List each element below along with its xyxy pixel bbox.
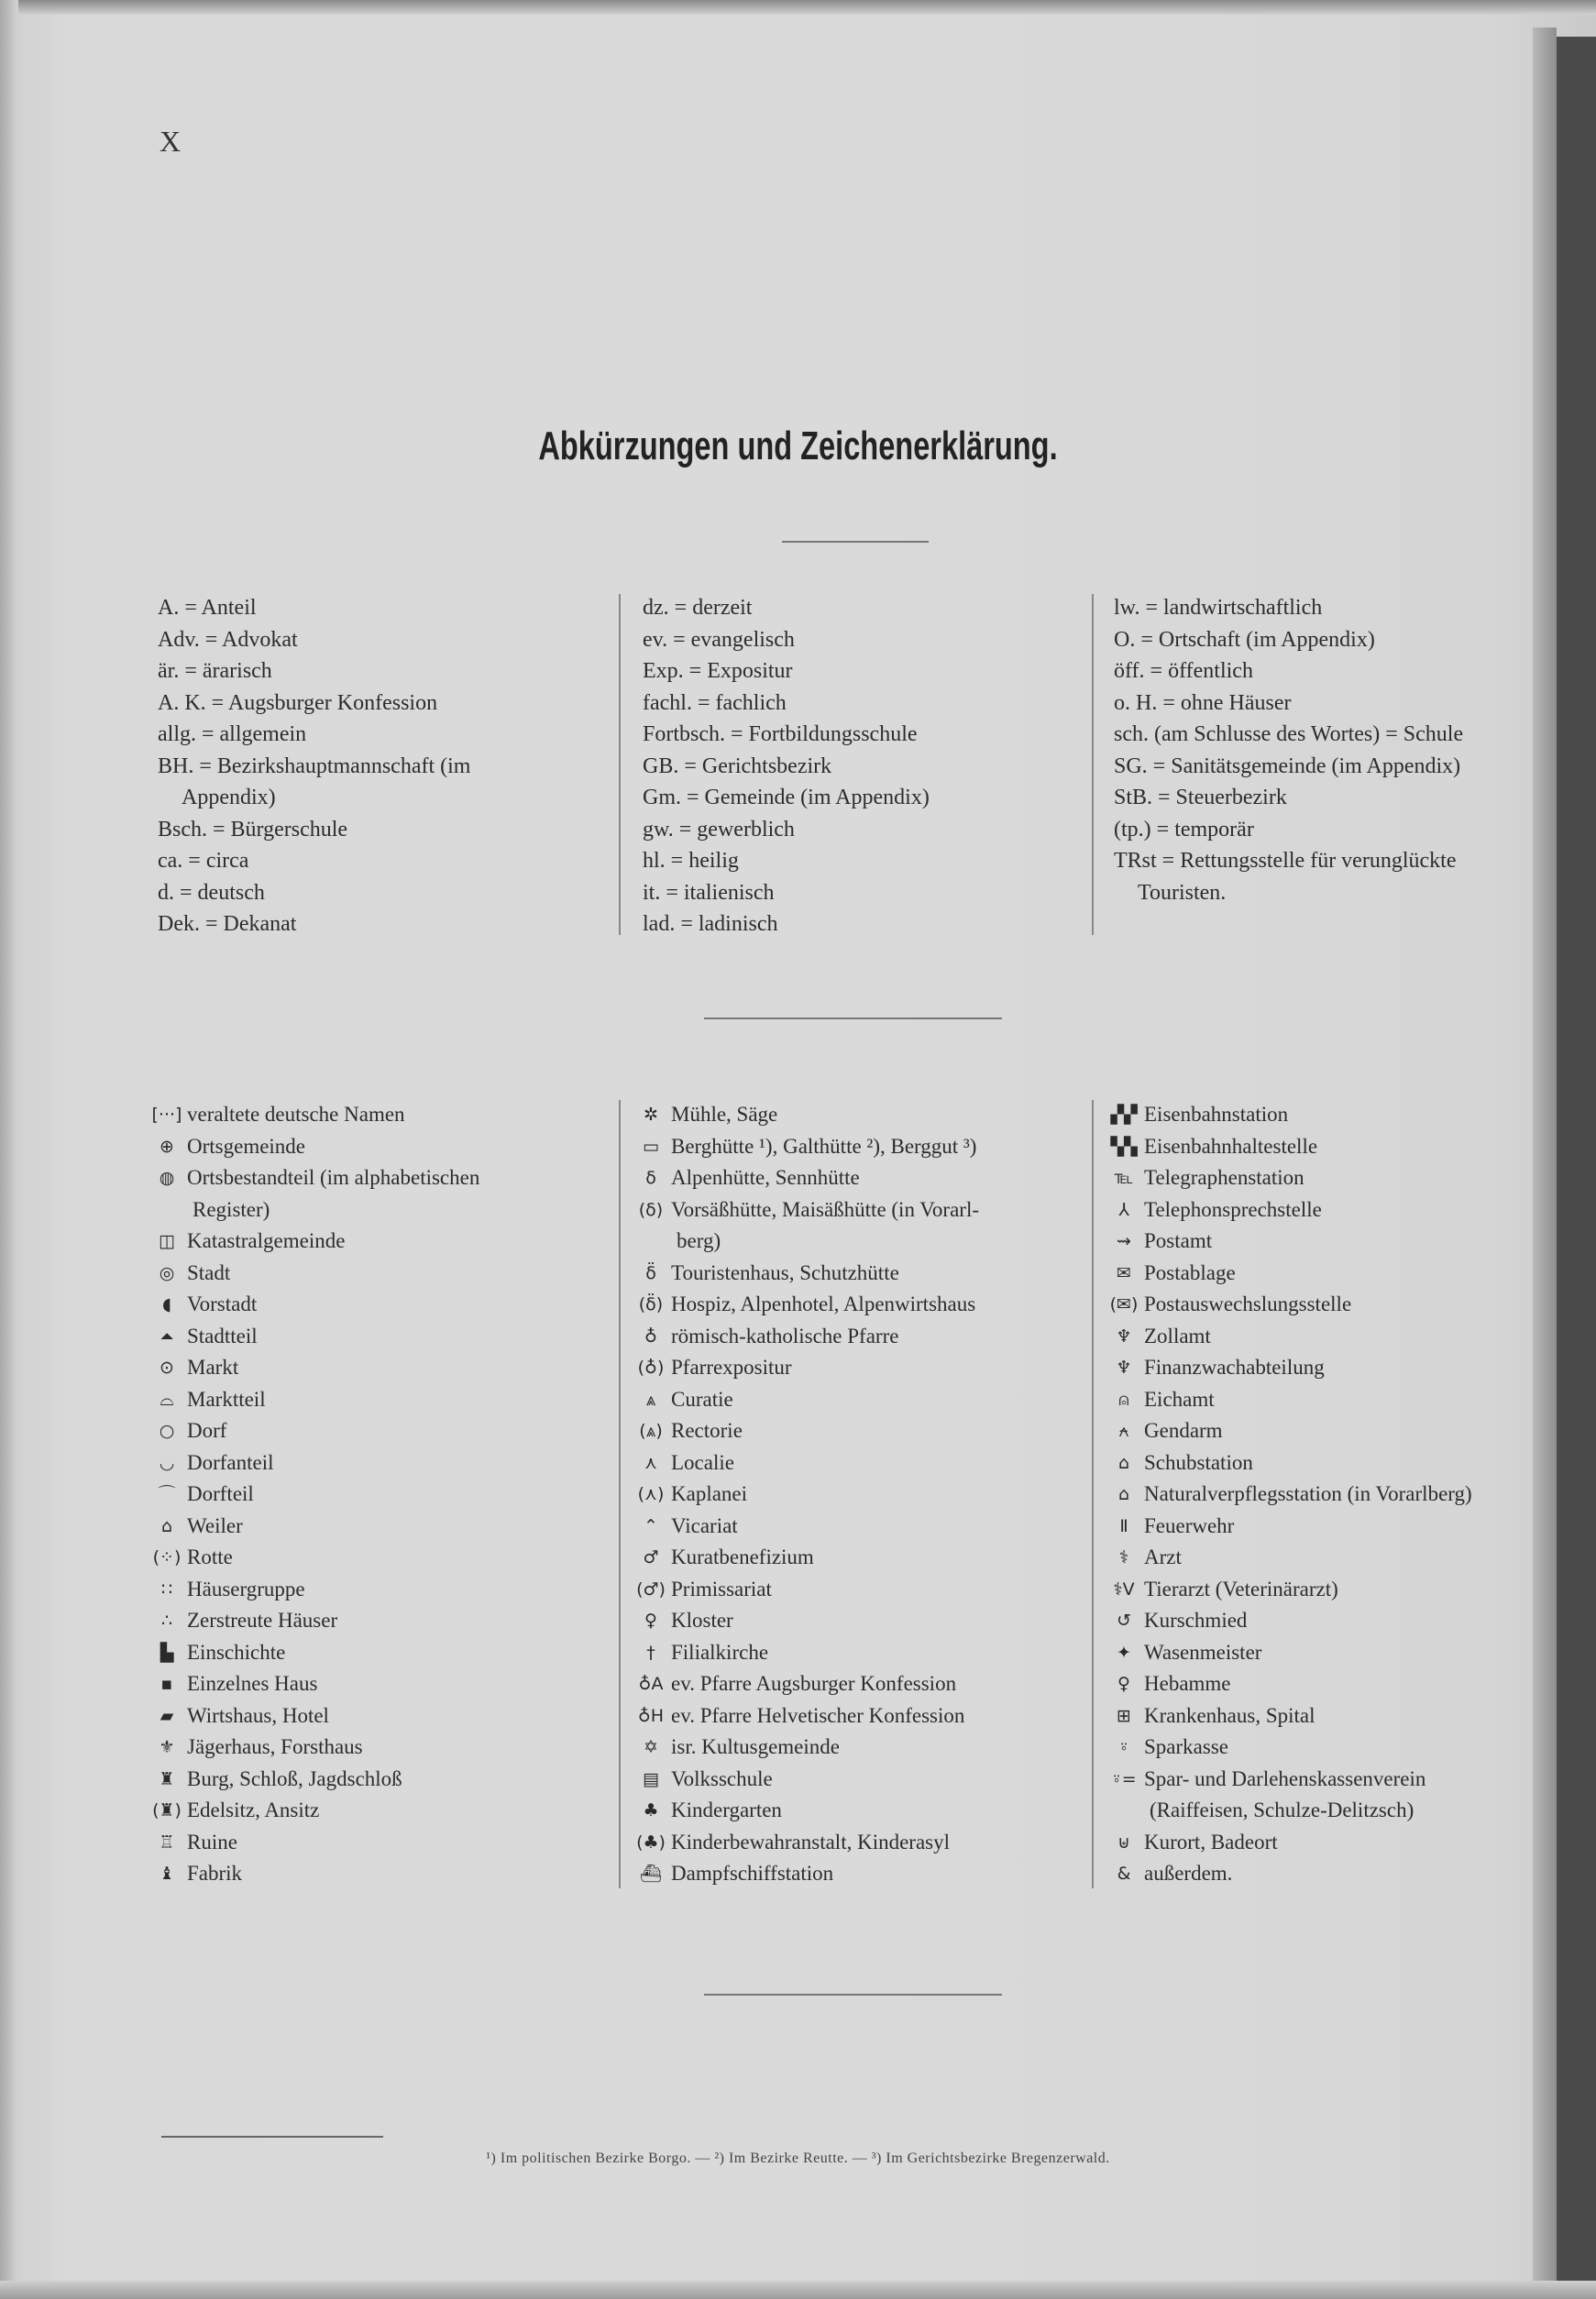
legend-symbol-icon: ✦	[1117, 1642, 1131, 1663]
symbol-legend-row	[631, 1352, 979, 1384]
legend-symbol-label: Dampfschiffstation	[671, 1862, 834, 1885]
abbreviation-entry: it. = italienisch	[643, 880, 775, 905]
abbreviation-entry: sch. (am Schlusse des Wortes) = Schule	[1114, 722, 1464, 746]
legend-symbol-icon: ⚜	[159, 1737, 175, 1757]
page-number: X	[160, 125, 182, 158]
legend-symbol-icon: ⌓	[160, 1389, 174, 1410]
legend-symbol-label: außerdem.	[1144, 1862, 1233, 1885]
symbol-legend-row	[147, 1415, 479, 1447]
legend-symbol-icon: ▪	[160, 1674, 173, 1694]
column-divider	[619, 1100, 621, 1888]
legend-symbol-label: Sparkasse	[1144, 1735, 1228, 1758]
symbol-legend-row	[631, 1226, 979, 1258]
abbreviation-entry: Appendix)	[182, 786, 276, 809]
legend-symbol-icon: (♣)	[636, 1832, 666, 1853]
abbreviation-entry: Fortbsch. = Fortbildungsschule	[643, 722, 918, 746]
legend-symbol-label: Eisenbahnhaltestelle	[1144, 1134, 1318, 1158]
legend-symbol-label: Pfarrexpositur	[671, 1356, 792, 1379]
legend-symbol-label: Feuerwehr	[1144, 1513, 1235, 1537]
legend-symbol-icon: ∴	[160, 1611, 173, 1631]
symbol-legend-row	[147, 1384, 479, 1416]
abbreviation-entry: gw. = gewerblich	[643, 817, 795, 842]
symbol-legend-row	[147, 1194, 479, 1226]
legend-symbol-icon: ⍤=	[1111, 1768, 1137, 1789]
symbol-legend-row	[1104, 1542, 1472, 1574]
legend-symbol-icon: ⍤	[1118, 1737, 1129, 1757]
abbreviation-entry: ev. = evangelisch	[643, 627, 795, 652]
legend-symbol-label: Jägerhaus, Forsthaus	[187, 1735, 363, 1758]
legend-symbol-icon: ♝	[159, 1864, 175, 1884]
legend-symbol-icon: ◖	[161, 1294, 171, 1314]
abbreviation-entry: d. = deutsch	[158, 880, 265, 905]
symbol-legend-row	[1104, 1700, 1472, 1732]
legend-symbol-label: Kindergarten	[671, 1798, 782, 1821]
legend-symbol-icon: δ	[645, 1168, 656, 1188]
legend-symbol-label: Mühle, Säge	[671, 1103, 778, 1126]
symbol-legend-row	[1104, 1131, 1472, 1163]
legend-symbol-label: Edelsitz, Ansitz	[187, 1798, 320, 1821]
symbol-legend-row	[631, 1605, 979, 1637]
abbreviations-column-2	[643, 592, 930, 940]
legend-symbol-icon: ⏶	[160, 1326, 174, 1347]
legend-symbol-label: Kurort, Badeort	[1144, 1830, 1278, 1854]
legend-symbol-icon: ◫	[159, 1231, 175, 1251]
legend-symbol-label: Volksschule	[671, 1766, 773, 1790]
legend-symbol-icon: ⊙	[160, 1358, 174, 1378]
symbol-legend-row	[631, 1574, 979, 1606]
symbol-legend-row	[631, 1384, 979, 1416]
symbol-legend-row	[631, 1162, 979, 1194]
legend-symbol-icon: ⍝	[1118, 1389, 1129, 1410]
legend-symbol-icon: ⊎	[1117, 1832, 1130, 1853]
abbreviations-column-3	[1114, 592, 1463, 908]
legend-symbol-label: Curatie	[671, 1387, 733, 1411]
abbreviation-entry: Bsch. = Bürgerschule	[158, 817, 348, 842]
abbreviation-entry: (tp.) = temporär	[1114, 817, 1254, 842]
legend-symbol-label: Ortsbestandteil (im alphabetischen	[187, 1166, 480, 1189]
symbol-legend-row	[631, 1099, 979, 1131]
symbol-legend-row	[631, 1668, 979, 1700]
symbol-legend-row	[147, 1289, 479, 1321]
abbreviation-entry: Dek. = Dekanat	[158, 912, 297, 936]
legend-symbol-label: Stadtteil	[187, 1324, 258, 1348]
symbol-legend-row	[1104, 1668, 1472, 1700]
symbol-legend-row	[1104, 1352, 1472, 1384]
legend-symbol-icon: ✲	[644, 1105, 658, 1125]
symbol-legend-row	[1104, 1289, 1472, 1321]
symbol-legend-row	[631, 1289, 979, 1321]
symbol-legend-row	[147, 1099, 479, 1131]
abbreviation-entry: BH. = Bezirkshauptmannschaft (im	[158, 754, 471, 778]
legend-symbol-label: Rotte	[187, 1546, 233, 1568]
legend-symbol-label: ev. Pfarre Augsburger Konfession	[671, 1672, 957, 1695]
legend-symbol-icon: ♖	[159, 1832, 175, 1853]
symbol-legend-row	[631, 1858, 979, 1890]
legend-symbol-icon: ⚕	[1118, 1547, 1129, 1568]
abbreviation-entry: lw. = landwirtschaftlich	[1114, 596, 1323, 620]
symbol-legend-row	[631, 1542, 979, 1574]
symbol-legend-row	[147, 1668, 479, 1700]
symbol-legend-row	[147, 1258, 479, 1290]
legend-symbol-label: Hospiz, Alpenhotel, Alpenwirtshaus	[671, 1292, 976, 1315]
symbol-legend-row	[631, 1764, 979, 1796]
legend-symbol-label: Ortsgemeinde	[187, 1134, 306, 1158]
legend-symbol-label: Wasenmeister	[1144, 1640, 1262, 1664]
symbol-legend-row	[147, 1542, 479, 1574]
legend-symbol-icon: ▚▚	[1110, 1136, 1138, 1157]
legend-symbol-icon: ⌂	[1117, 1484, 1130, 1504]
footnote: ¹) Im politischen Bezirke Borgo. — ²) Im Bezirke Reutte. — ³) Im Gerichtsbezirke Bregenzerwald.	[486, 2150, 1110, 2166]
symbol-legend-row	[147, 1637, 479, 1669]
abbreviations-column-1	[158, 592, 470, 940]
legend-symbol-label: ev. Pfarre Helvetischer Konfession	[671, 1703, 965, 1727]
legend-symbol-label: Localie	[671, 1450, 734, 1474]
symbol-legend-row	[631, 1732, 979, 1764]
abbreviation-entry: SG. = Sanitätsgemeinde (im Appendix)	[1114, 754, 1461, 778]
legend-symbol-icon: ⋏	[644, 1452, 657, 1473]
symbol-legend-row	[147, 1700, 479, 1732]
legend-symbol-icon: ♜	[159, 1768, 175, 1789]
legend-symbol-icon: ⌂	[160, 1515, 173, 1536]
symbol-legend-row	[147, 1764, 479, 1796]
legend-symbol-icon: ♂	[643, 1547, 659, 1568]
legend-symbol-icon: ▤	[643, 1768, 659, 1789]
abbreviation-entry: TRst = Rettungsstelle für verunglückte	[1114, 849, 1457, 873]
legend-symbol-icon: Ⅱ	[1119, 1515, 1128, 1536]
legend-symbol-icon: ▰	[160, 1705, 174, 1726]
symbols-column-1	[147, 1099, 479, 1890]
symbol-legend-row	[631, 1827, 979, 1859]
legend-symbol-icon: (δ̈)	[638, 1294, 664, 1314]
legend-symbol-icon: ♁	[644, 1326, 657, 1347]
symbol-legend-row	[631, 1258, 979, 1290]
abbreviation-entry: A. = Anteil	[158, 596, 257, 620]
symbol-legend-row	[1104, 1858, 1472, 1890]
legend-symbol-icon: (♜)	[152, 1800, 182, 1820]
symbol-legend-row	[1104, 1258, 1472, 1290]
legend-symbol-label: Krankenhaus, Spital	[1144, 1703, 1315, 1727]
legend-symbol-label: Zollamt	[1144, 1324, 1211, 1348]
title-divider	[782, 541, 929, 543]
legend-symbol-label: Naturalverpflegsstation (in Vorarlberg)	[1144, 1482, 1472, 1505]
legend-symbol-icon: δ̈	[645, 1262, 656, 1283]
abbreviation-entry: Touristen.	[1138, 880, 1227, 905]
legend-symbol-label: Weiler	[187, 1513, 243, 1537]
legend-symbol-label: Einschichte	[187, 1640, 286, 1664]
symbol-legend-row	[631, 1131, 979, 1163]
legend-symbol-label: Berghütte ¹), Galthütte ²), Berggut ³)	[671, 1134, 977, 1158]
symbol-legend-row	[147, 1605, 479, 1637]
symbol-legend-row	[631, 1194, 979, 1226]
legend-symbol-label: Gendarm	[1144, 1419, 1223, 1442]
legend-symbol-label: Vorsäßhütte, Maisäßhütte (in Vorarl-	[671, 1197, 980, 1221]
legend-symbol-label: Postauswechslungsstelle	[1144, 1292, 1352, 1315]
legend-symbol-label: Zerstreute Häuser	[187, 1609, 338, 1632]
abbreviation-entry: A. K. = Augsburger Konfession	[158, 690, 438, 715]
legend-symbol-icon: ✉	[1117, 1262, 1131, 1283]
page-left-edge	[0, 0, 18, 2299]
symbol-legend-row	[1104, 1384, 1472, 1416]
legend-symbol-label: Katastralgemeinde	[187, 1229, 346, 1252]
legend-symbol-label: Touristenhaus, Schutzhütte	[671, 1260, 899, 1284]
legend-symbol-label: Vicariat	[671, 1513, 738, 1537]
legend-symbol-icon: (✉)	[1109, 1294, 1139, 1314]
legend-symbol-icon: ⅄	[1118, 1199, 1129, 1220]
legend-symbol-icon: [···]	[151, 1105, 182, 1125]
symbol-legend-row	[1104, 1447, 1472, 1480]
legend-symbol-icon: ◎	[159, 1262, 175, 1283]
symbol-legend-row	[631, 1447, 979, 1480]
abbreviation-entry: Exp. = Expositur	[643, 659, 793, 683]
section-divider	[704, 1994, 1002, 1996]
symbol-legend-row	[147, 1479, 479, 1511]
symbol-legend-row	[147, 1574, 479, 1606]
legend-symbol-label: Häusergruppe	[187, 1577, 305, 1600]
abbreviation-entry: lad. = ladinisch	[643, 912, 778, 936]
legend-symbol-icon: ⌃	[644, 1515, 658, 1536]
symbol-legend-row	[1104, 1511, 1472, 1543]
symbol-legend-row	[1104, 1226, 1472, 1258]
legend-symbol-icon: (⁘)	[152, 1547, 182, 1568]
legend-symbol-label: Eichamt	[1144, 1387, 1215, 1411]
symbol-legend-row	[1104, 1605, 1472, 1637]
page-right-edge	[1557, 37, 1596, 2299]
legend-symbol-label: Postablage	[1144, 1260, 1236, 1284]
legend-symbol-label: Dorfanteil	[187, 1450, 274, 1474]
symbol-legend-row	[147, 1827, 479, 1859]
legend-symbol-icon: ▭	[643, 1136, 659, 1157]
legend-symbol-icon: ♀	[644, 1611, 657, 1631]
legend-symbol-label: Vorstadt	[187, 1292, 258, 1315]
symbol-legend-row	[147, 1795, 479, 1827]
legend-symbol-icon: ◡	[159, 1452, 175, 1473]
legend-symbol-label: Kinderbewahranstalt, Kinderasyl	[671, 1830, 951, 1854]
legend-symbol-icon: ▞▞	[1110, 1105, 1138, 1125]
abbreviation-entry: allg. = allgemein	[158, 722, 307, 746]
symbol-legend-row	[631, 1795, 979, 1827]
symbol-legend-row	[631, 1479, 979, 1511]
legend-symbol-icon: (♁)	[637, 1358, 665, 1378]
column-divider	[619, 594, 621, 935]
symbol-legend-row	[1104, 1099, 1472, 1131]
symbol-legend-row	[1104, 1827, 1472, 1859]
legend-symbol-label: Burg, Schloß, Jagdschloß	[187, 1766, 402, 1790]
symbol-legend-row	[631, 1321, 979, 1353]
legend-symbol-label: Kurschmied	[1144, 1609, 1248, 1632]
abbreviation-entry: GB. = Gerichtsbezirk	[643, 754, 832, 778]
symbol-legend-row	[1104, 1162, 1472, 1194]
legend-symbol-label: Postamt	[1144, 1229, 1213, 1252]
legend-symbol-label: Finanzwachabteilung	[1144, 1356, 1325, 1379]
legend-symbol-label: Schubstation	[1144, 1450, 1253, 1474]
legend-symbol-icon: ♆	[1116, 1326, 1132, 1347]
symbols-column-2	[631, 1099, 979, 1890]
column-divider	[1092, 594, 1094, 935]
abbreviation-entry: Gm. = Gemeinde (im Appendix)	[643, 786, 930, 809]
symbol-legend-row	[1104, 1321, 1472, 1353]
legend-symbol-label: Kuratbenefizium	[671, 1546, 814, 1568]
legend-symbol-icon: ♣	[643, 1800, 659, 1820]
legend-symbol-icon: &	[1117, 1864, 1131, 1884]
legend-symbol-label: Kaplanei	[671, 1482, 748, 1505]
abbreviation-entry: dz. = derzeit	[643, 596, 753, 620]
legend-symbol-icon: ℡	[1114, 1168, 1134, 1188]
symbol-legend-row	[1104, 1479, 1472, 1511]
legend-symbol-label: Primissariat	[671, 1577, 772, 1600]
legend-symbol-icon: ♀	[1117, 1674, 1130, 1694]
legend-symbol-label: Stadt	[187, 1260, 231, 1284]
abbreviation-entry: är. = ärarisch	[158, 659, 272, 683]
symbol-legend-row	[1104, 1574, 1472, 1606]
legend-symbol-label: Register)	[193, 1197, 270, 1221]
legend-symbol-label: berg)	[677, 1229, 721, 1252]
legend-symbol-label: Hebamme	[1144, 1672, 1231, 1695]
legend-symbol-icon: ⇝	[1117, 1231, 1131, 1251]
abbreviation-entry: fachl. = fachlich	[643, 690, 787, 715]
legend-symbol-label: Kloster	[671, 1609, 733, 1632]
legend-symbol-icon: ◍	[159, 1168, 175, 1188]
legend-symbol-icon: ⊞	[1117, 1705, 1131, 1726]
abbreviation-entry: O. = Ortschaft (im Appendix)	[1114, 627, 1375, 652]
legend-symbol-label: römisch-katholische Pfarre	[671, 1324, 899, 1348]
symbol-legend-row	[1104, 1795, 1472, 1827]
symbol-legend-row	[631, 1700, 979, 1732]
symbols-column-3	[1104, 1099, 1472, 1890]
legend-symbol-icon: ⛴	[639, 1864, 663, 1884]
legend-symbol-label: Ruine	[187, 1830, 237, 1854]
symbol-legend-row	[147, 1162, 479, 1194]
abbreviation-entry: ca. = circa	[158, 849, 249, 873]
symbol-legend-row	[147, 1352, 479, 1384]
page-top-edge	[0, 0, 1596, 15]
symbol-legend-row	[147, 1226, 479, 1258]
symbol-legend-row	[147, 1447, 479, 1480]
legend-symbol-icon: ○	[159, 1421, 175, 1441]
legend-symbol-icon: ♆	[1116, 1358, 1132, 1378]
legend-symbol-icon: ▙	[160, 1642, 174, 1663]
symbol-legend-row	[1104, 1764, 1472, 1796]
abbreviation-entry: o. H. = ohne Häuser	[1114, 690, 1292, 715]
symbol-legend-row	[1104, 1637, 1472, 1669]
legend-symbol-label: Filialkirche	[671, 1640, 769, 1664]
legend-symbol-icon: ♁A	[638, 1674, 664, 1694]
page-title: Abkürzungen und Zeichenerklärung.	[538, 424, 1058, 468]
legend-symbol-label: Telephonsprechstelle	[1144, 1197, 1322, 1221]
symbol-legend-row	[147, 1321, 479, 1353]
legend-symbol-icon: ⌒	[158, 1484, 176, 1504]
page-bottom-edge	[0, 2281, 1596, 2299]
legend-symbol-icon: ✡	[644, 1737, 658, 1757]
symbol-legend-row	[631, 1637, 979, 1669]
symbol-legend-row	[1104, 1415, 1472, 1447]
legend-symbol-label: (Raiffeisen, Schulze-Delitzsch)	[1150, 1798, 1414, 1821]
legend-symbol-label: Spar- und Darlehenskassenverein	[1144, 1766, 1426, 1790]
legend-symbol-label: Wirtshaus, Hotel	[187, 1703, 329, 1727]
symbol-legend-row	[147, 1732, 479, 1764]
legend-symbol-icon: ♁H	[637, 1705, 665, 1726]
abbreviation-entry: hl. = heilig	[643, 849, 739, 873]
legend-symbol-icon: ⍲	[1118, 1421, 1129, 1441]
symbol-legend-row	[1104, 1732, 1472, 1764]
legend-symbol-icon: ⚕V	[1113, 1578, 1135, 1600]
abbreviation-entry: öff. = öffentlich	[1114, 659, 1253, 683]
legend-symbol-label: isr. Kultusgemeinde	[671, 1735, 840, 1758]
symbol-legend-row	[147, 1511, 479, 1543]
abbreviation-entry: Adv. = Advokat	[158, 627, 298, 652]
legend-symbol-label: veraltete deutsche Namen	[187, 1103, 405, 1126]
legend-symbol-label: Dorf	[187, 1419, 227, 1442]
column-divider	[1092, 1100, 1094, 1888]
legend-symbol-label: Tierarzt (Veterinärarzt)	[1144, 1577, 1338, 1600]
legend-symbol-label: Telegraphenstation	[1144, 1166, 1304, 1189]
symbol-legend-row	[147, 1858, 479, 1890]
legend-symbol-icon: ∷	[160, 1578, 173, 1600]
symbol-legend-row	[1104, 1194, 1472, 1226]
section-divider	[704, 1018, 1002, 1019]
legend-symbol-icon: †	[646, 1642, 655, 1663]
legend-symbol-icon: ↺	[1117, 1611, 1131, 1631]
legend-symbol-label: Rectorie	[671, 1419, 743, 1442]
legend-symbol-label: Fabrik	[187, 1862, 243, 1885]
legend-symbol-icon: (⩓)	[639, 1421, 663, 1441]
footnote-rule	[161, 2136, 383, 2138]
legend-symbol-label: Arzt	[1144, 1546, 1182, 1568]
symbol-legend-row	[631, 1511, 979, 1543]
legend-symbol-icon: ⌂	[1117, 1452, 1130, 1473]
legend-symbol-label: Einzelnes Haus	[187, 1672, 318, 1695]
symbol-legend-row	[631, 1415, 979, 1447]
abbreviation-entry: StB. = Steuerbezirk	[1114, 786, 1287, 809]
legend-symbol-label: Eisenbahnstation	[1144, 1103, 1289, 1126]
legend-symbol-label: Marktteil	[187, 1387, 266, 1411]
legend-symbol-icon: (⋏)	[637, 1484, 665, 1504]
symbol-legend-row	[147, 1131, 479, 1163]
legend-symbol-icon: (♂)	[636, 1578, 666, 1600]
legend-symbol-label: Alpenhütte, Sennhütte	[671, 1166, 860, 1189]
legend-symbol-label: Markt	[187, 1356, 239, 1379]
legend-symbol-label: Dorfteil	[187, 1482, 254, 1505]
page-right-shadow	[1533, 28, 1557, 2299]
legend-symbol-icon: ⊕	[160, 1136, 174, 1157]
legend-symbol-icon: ⩓	[645, 1389, 656, 1410]
legend-symbol-icon: (δ)	[638, 1199, 664, 1220]
